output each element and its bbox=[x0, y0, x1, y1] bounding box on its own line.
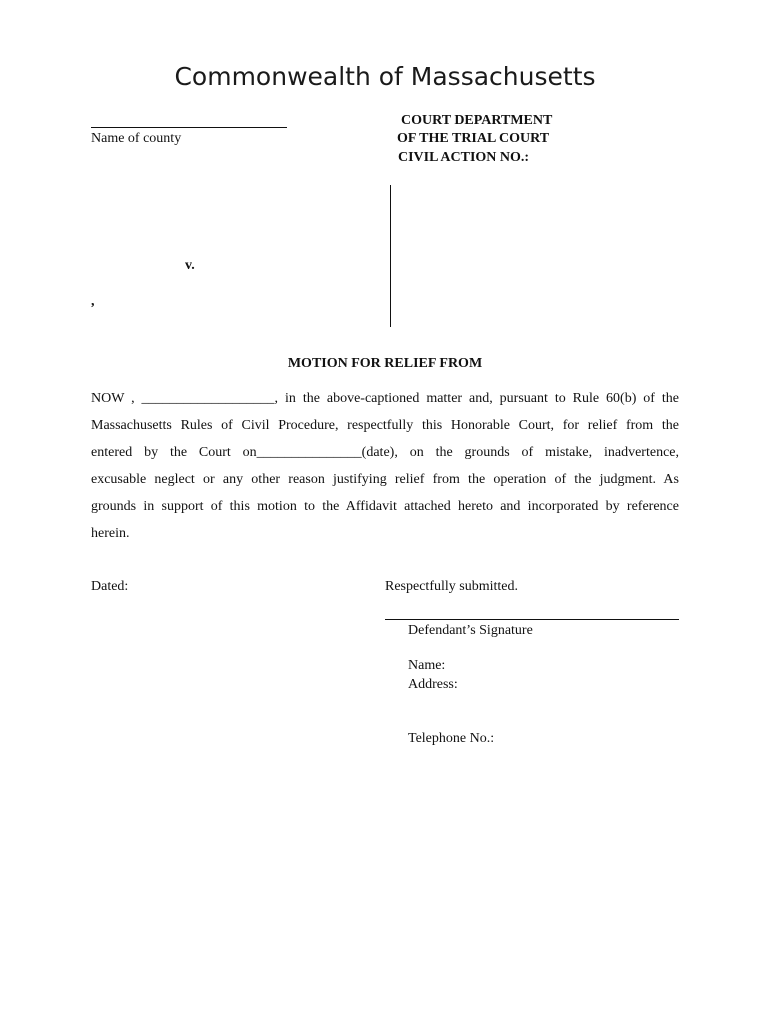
telephone-label: Telephone No.: bbox=[408, 731, 495, 746]
motion-line: herein. bbox=[91, 526, 130, 541]
motion-line: Massachusetts Rules of Civil Procedure, respectfully this Honorable Court, for relief from the bbox=[91, 418, 679, 433]
versus-label: v. bbox=[185, 258, 195, 273]
county-label: Name of county bbox=[91, 131, 182, 146]
county-blank-line bbox=[91, 127, 287, 128]
dated-label: Dated: bbox=[91, 579, 129, 594]
respectfully-submitted: Respectfully submitted. bbox=[385, 579, 518, 594]
trial-court: OF THE TRIAL COURT bbox=[397, 131, 550, 146]
caption-divider bbox=[390, 185, 391, 327]
motion-line: entered by the Court on_______________(date), on the grounds of mistake, inadvertence, bbox=[91, 445, 679, 460]
motion-title: MOTION FOR RELIEF FROM bbox=[287, 356, 483, 371]
signature-line bbox=[385, 619, 679, 620]
address-label: Address: bbox=[408, 677, 458, 692]
motion-line: excusable neglect or any other reason justifying relief from the operation of the judgment. As bbox=[91, 472, 679, 487]
motion-body bbox=[91, 385, 679, 547]
court-department: COURT DEPARTMENT bbox=[401, 113, 553, 128]
party-comma: , bbox=[91, 294, 95, 309]
document-title: Commonwealth of Massachusetts bbox=[174, 62, 596, 91]
motion-line: NOW , ___________________, in the above-captioned matter and, pursuant to Rule 60(b) of the bbox=[91, 391, 679, 406]
signature-label: Defendant’s Signature bbox=[408, 623, 533, 638]
name-label: Name: bbox=[408, 658, 446, 673]
motion-line: grounds in support of this motion to the Affidavit attached hereto and incorporated by reference bbox=[91, 499, 679, 514]
civil-action-number: CIVIL ACTION NO.: bbox=[398, 150, 530, 165]
